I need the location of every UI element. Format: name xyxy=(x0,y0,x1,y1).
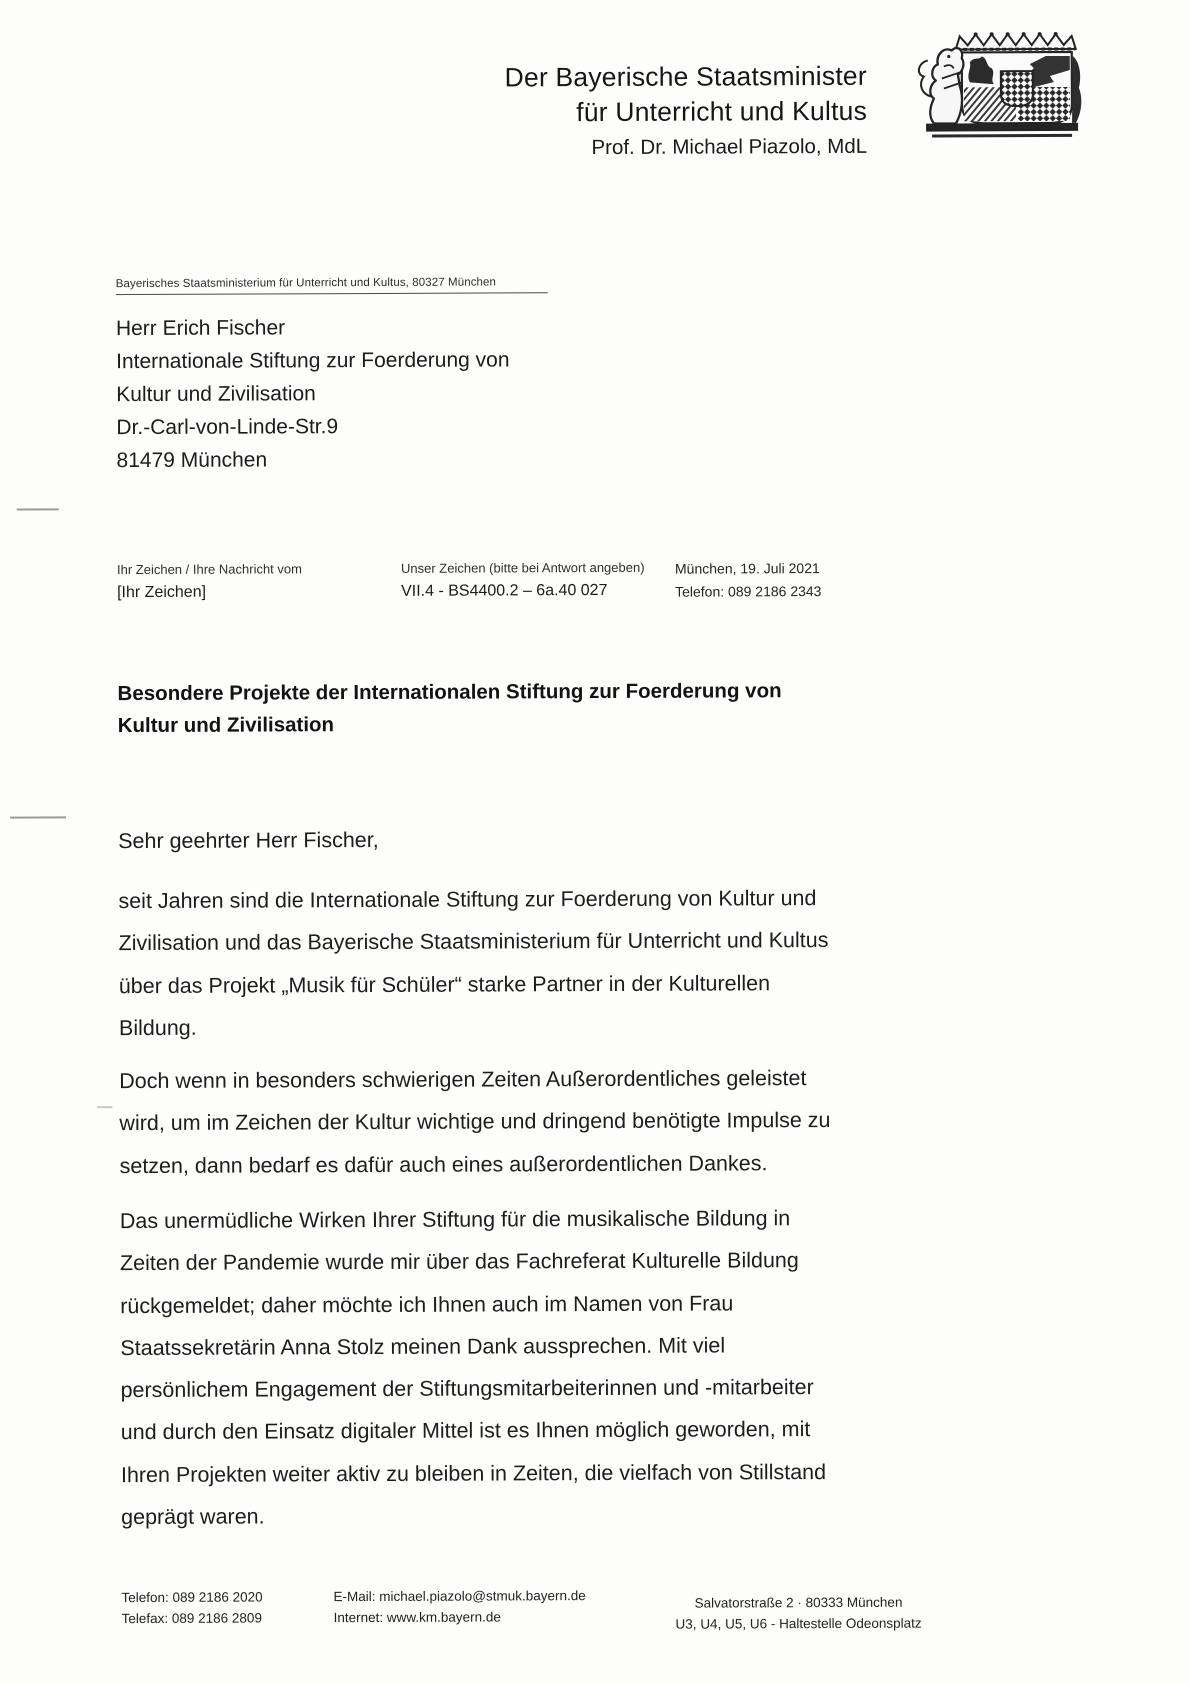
our-ref-label: Unser Zeichen (bitte bei Antwort angeben) xyxy=(400,559,645,576)
footer-phone-block: Telefon: 089 2186 2020 Telefax: 089 2186 2809 xyxy=(121,1589,263,1627)
subject-line: Besondere Projekte der Internationalen Stiftung zur Foerderung von Kultur und Zivilisation xyxy=(117,679,782,738)
footer-address-block: Salvatorstraße 2 · 80333 München U3, U4, U5, U6 - Haltestelle Odeonsplatz xyxy=(675,1594,922,1632)
letterhead-title-line1: Der Bayerische Staatsminister xyxy=(504,60,867,93)
body-paragraph-2: Doch wenn in besonders schwierigen Zeiten Außerordentliches geleistet wird, um im Zeichen der Kultur wichtige und dringend benötigte Impulse zu setzen, dann bedarf es dafür auch eines außerordentlichen Dankes. xyxy=(119,1066,831,1178)
body-paragraph-1: seit Jahren sind die Internationale Stiftung zur Foerderung von Kultur und Zivilisation und das Bayerische Staatsministerium für Unterricht und Kultus über das Projekt „Musik für Schüler“ starke Partner in der Kulturellen Bildung. xyxy=(118,886,829,1040)
scan-artifact-dash xyxy=(97,1106,112,1108)
recipient-address: Herr Erich Fischer Internationale Stiftung zur Foerderung von Kultur und Zivilisation Dr.-Carl-von-Linde-Str.9 81479 München xyxy=(115,316,510,473)
salutation: Sehr geehrter Herr Fischer, xyxy=(118,827,379,854)
letterhead-title-line2: für Unterricht und Kultus xyxy=(576,95,868,128)
sender-return-address: Bayerisches Staatsministerium für Unterricht und Kultus, 80327 München xyxy=(116,276,548,295)
footer-online-block: E-Mail: michael.piazolo@stmuk.bayern.de Internet: www.km.bayern.de xyxy=(333,1588,586,1626)
bavarian-coat-of-arms-icon xyxy=(900,26,1086,145)
letterhead-minister-name: Prof. Dr. Michael Piazolo, MdL xyxy=(591,134,868,160)
fold-mark-middle xyxy=(10,816,66,818)
contact-phone: Telefon: 089 2186 2343 xyxy=(675,583,822,600)
our-ref-value: VII.4 - BS4400.2 – 6a.40 027 xyxy=(401,581,608,600)
place-and-date: München, 19. Juli 2021 xyxy=(674,560,820,577)
letterhead xyxy=(437,59,867,166)
your-ref-value: [Ihr Zeichen] xyxy=(117,583,207,602)
fold-mark-top xyxy=(17,508,59,510)
body-paragraph-3: Das unermüdliche Wirken Ihrer Stiftung für die musikalische Bildung in Zeiten der Pandemie wurde mir über das Fachreferat Kulturelle Bildung rückgemeldet; daher möchte ich Ihnen auch im Namen von Frau Staatssekretärin Anna Stolz meinen Dank aussprechen. Mit viel persönlichem Engagement der Stiftungsmitarbeiterinnen und -mitarbeiter und durch den Einsatz digitaler Mittel ist es Ihnen möglich geworden, mit Ihren Projekten weiter aktiv zu bleiben in Zeiten, die vielfach von Stillstand geprägt waren. xyxy=(119,1206,827,1530)
your-ref-label: Ihr Zeichen / Ihre Nachricht vom xyxy=(116,561,302,578)
